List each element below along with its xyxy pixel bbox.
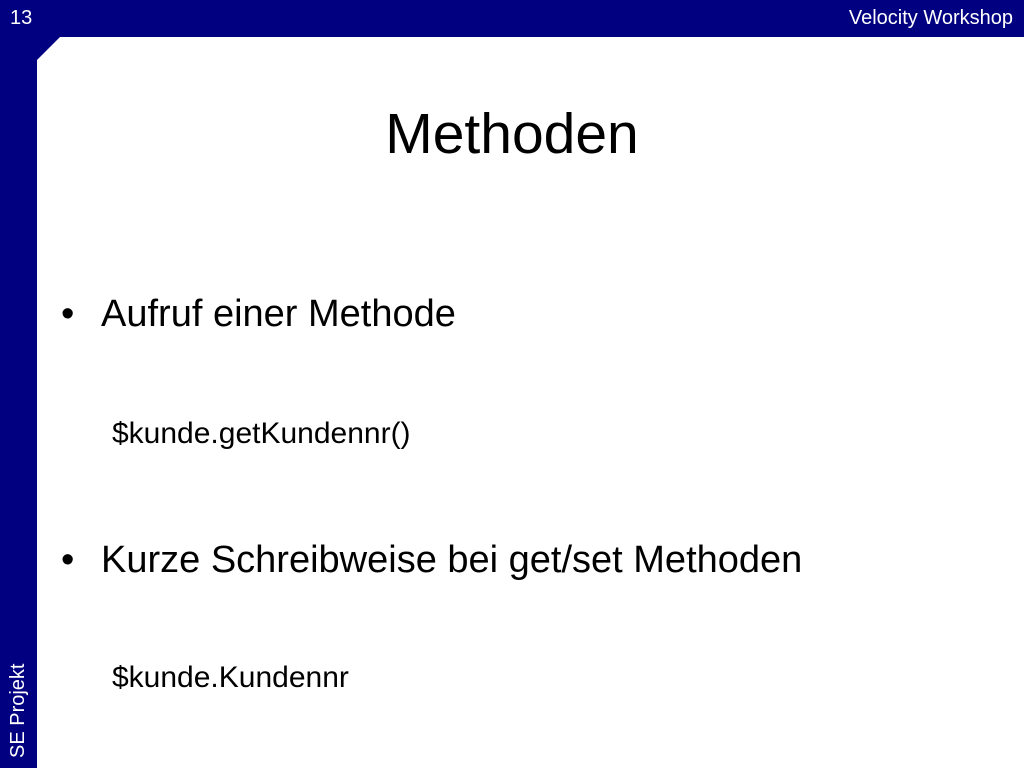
bullet-icon: • — [61, 293, 75, 335]
code-example: $kunde.Kundennr — [112, 661, 349, 694]
sidebar-label: SE Projekt — [7, 663, 29, 758]
code-example: $kunde.getKundennr() — [112, 417, 411, 450]
bullet-text: Aufruf einer Methode — [101, 293, 456, 335]
slide-number: 13 — [10, 7, 33, 29]
bullet-item — [61, 292, 456, 336]
slide-title: Methoden — [385, 102, 639, 166]
bullet-text: Kurze Schreibweise bei get/set Methoden — [101, 539, 803, 581]
bullet-icon: • — [61, 539, 75, 581]
header-title: Velocity Workshop — [848, 7, 1013, 29]
bullet-item — [61, 538, 802, 582]
